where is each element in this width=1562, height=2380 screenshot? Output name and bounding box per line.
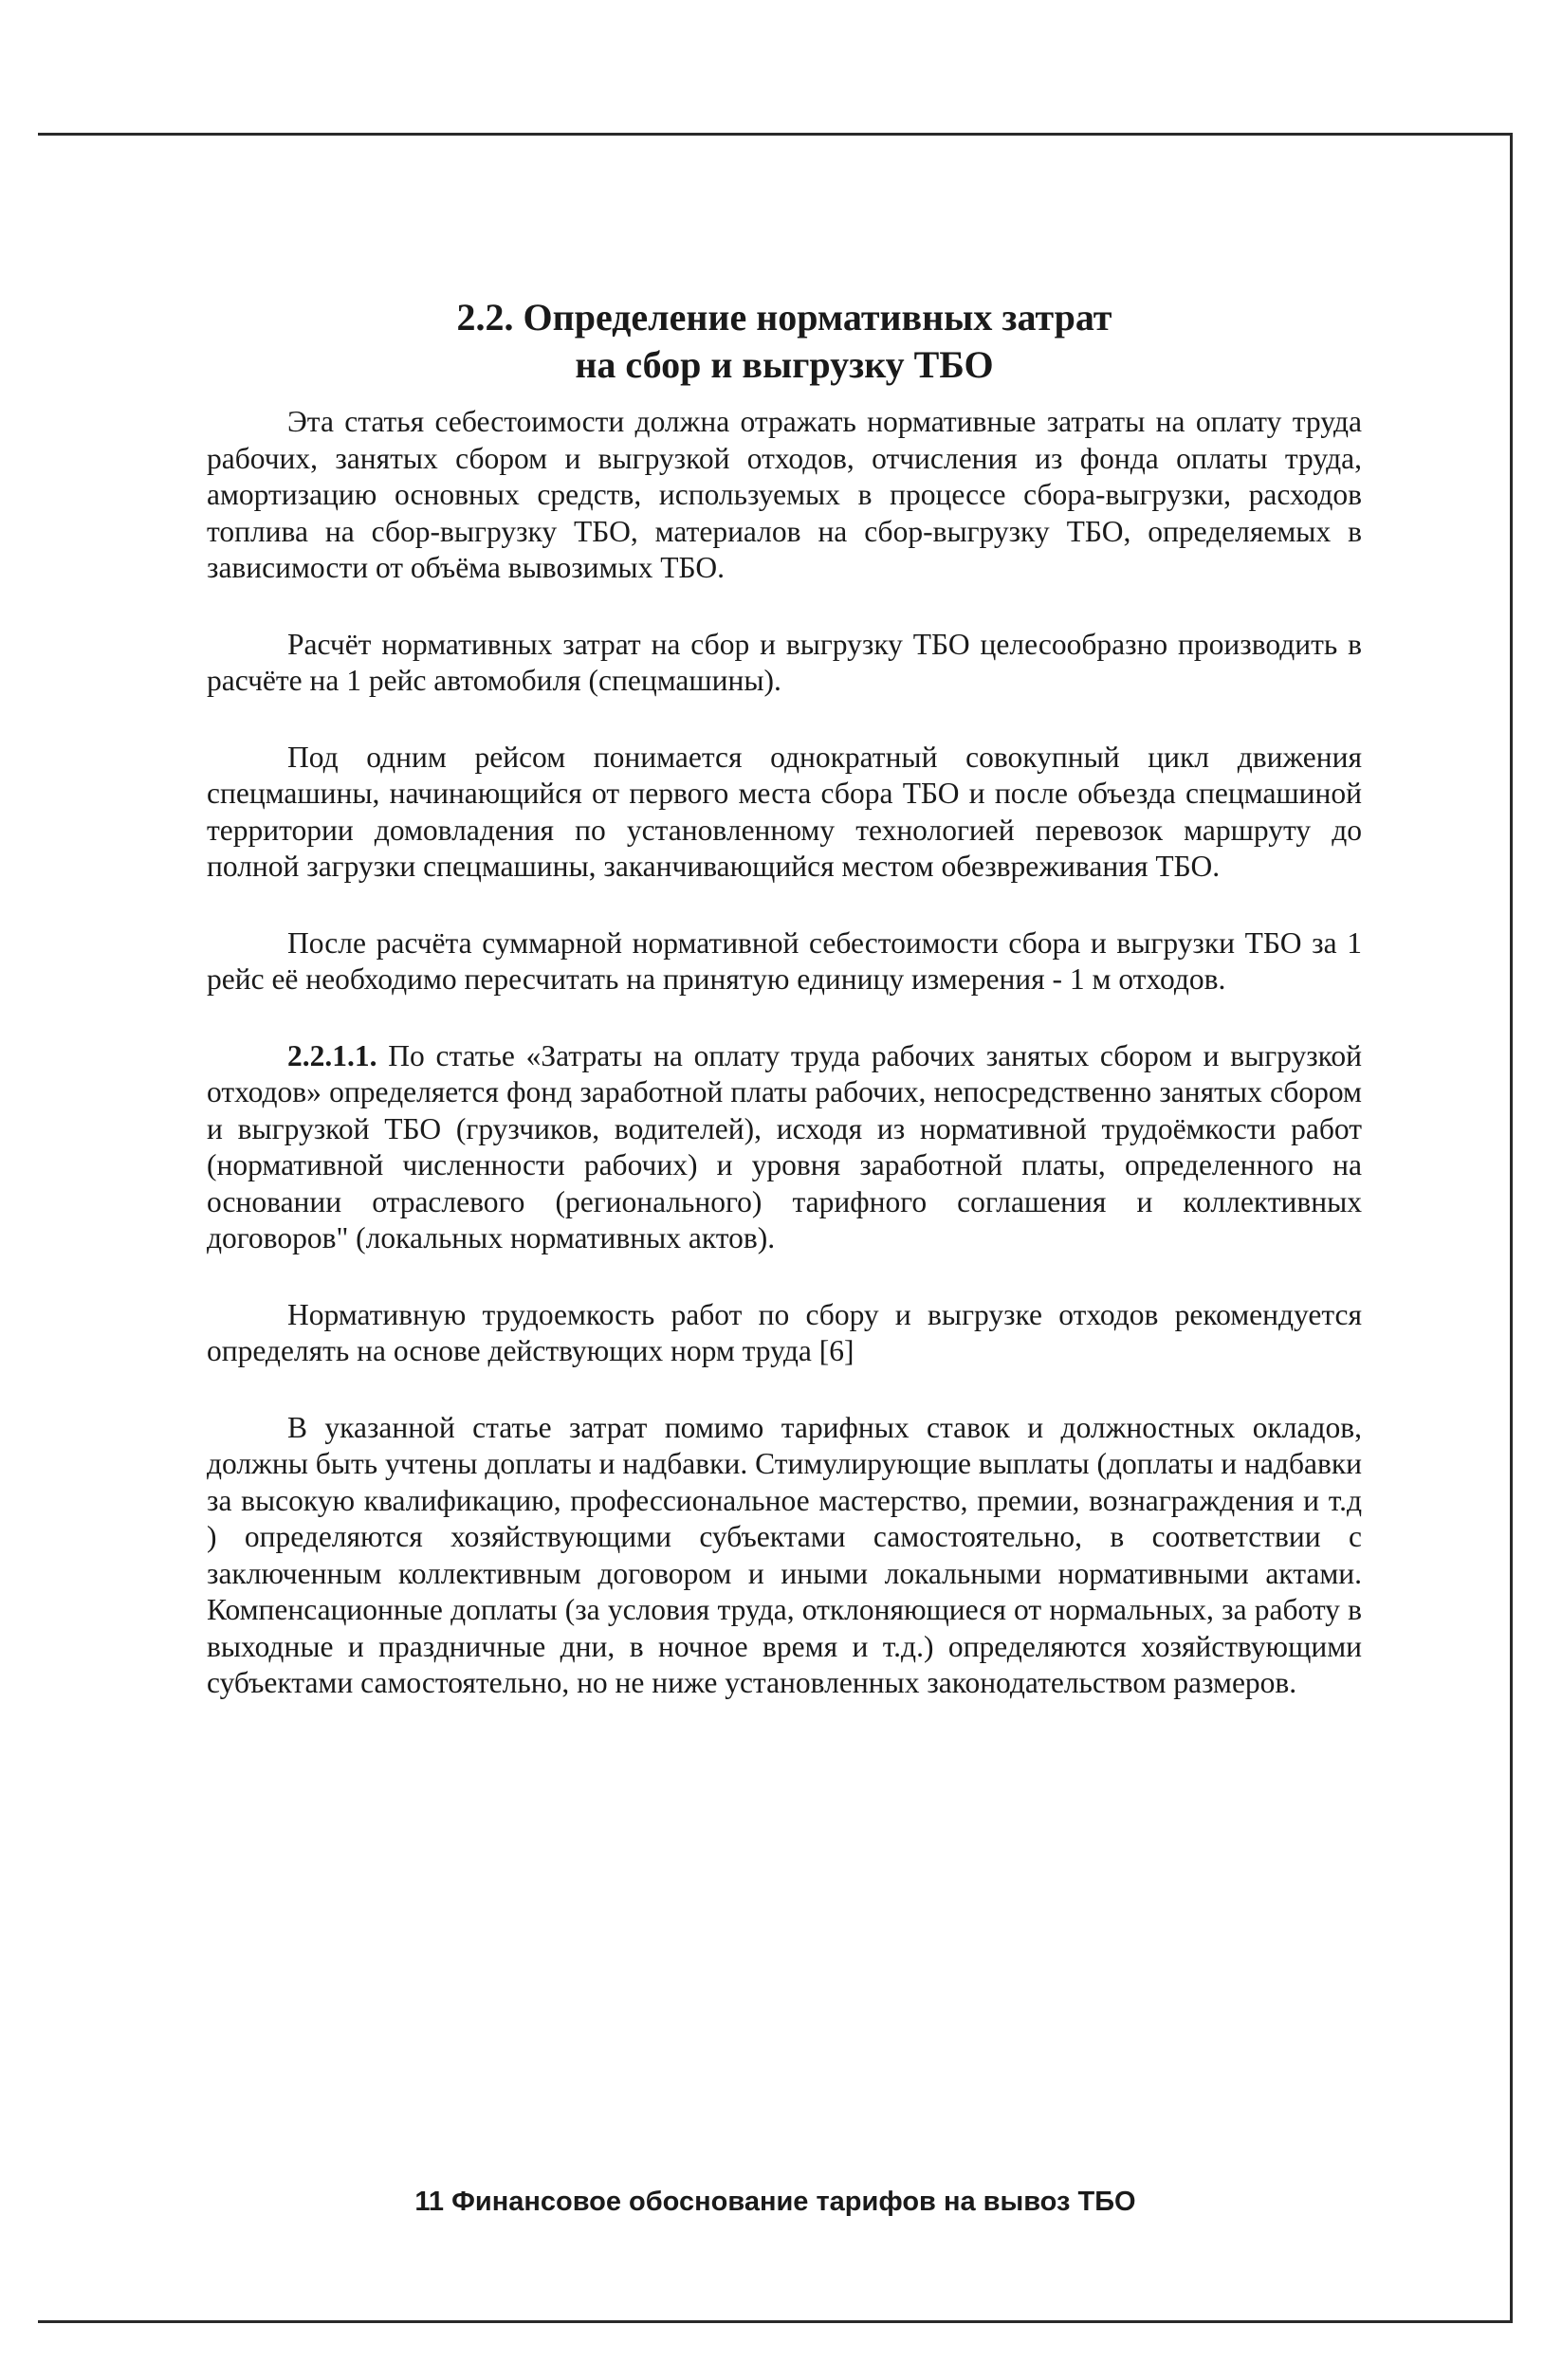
paragraph-2: Расчёт нормативных затрат на сбор и выгрузку ТБО целесообразно производить в расчёте на 1 рейс автомобиля (спецмашины).: [207, 627, 1362, 697]
paragraph-6: Нормативную трудоемкость работ по сбору и выгрузке отходов рекомендуется определять на основе действующих норм труда [6]: [207, 1297, 1362, 1367]
paragraph-1: Эта статья себестоимости должна отражать нормативные затраты на оплату труда рабочих, занятых сбором и выгрузкой отходов, отчисления из фонда оплаты труда, амортизацию основных средств, используемых в процессе сбора-выгрузки, расходов топлива на сбор-выгрузку ТБО, материалов на сбор-выгрузку ТБО, определяемых в зависимости от объёма вывозимых ТБО.: [207, 405, 1362, 584]
page-footer: [38, 2187, 1513, 2218]
paragraph-5: [207, 1038, 1362, 1257]
paragraph-7: В указанной статье затрат помимо тарифных ставок и должностных окладов, должны быть учтены доплаты и надбавки. Стимулирующие выплаты (доплаты и надбавки за высокую квалификацию, профессиональное мастерство, премии, вознаграждения и т.д ) определяются хозяйствующими субъектами самостоятельно, в соответствии с заключенным коллективным договором и иными локальными нормативными актами. Компенсационные доплаты (за условия труда, отклоняющиеся от нормальных, за работу в выходные и праздничные дни, в ночное время и т.д.) определяются хозяйствующими субъектами самостоятельно, но не ниже установленных законодательством размеров.: [207, 1410, 1362, 1699]
paragraph-5-text: По статье «Затраты на оплату труда рабочих занятых сбором и выгрузкой отходов» определяется фонд заработной платы рабочих, непосредственно занятых сбором и выгрузкой ТБО (грузчиков, водителей), исходя из нормативной трудоёмкости работ (нормативной численности рабочих) и уровня заработной платы, определенного на основании отраслевого (регионального) тарифного соглашения и коллективных договоров" (локальных нормативных актов).: [207, 1038, 1362, 1254]
running-title: Финансовое обоснование тарифов на вывоз ТБО: [451, 2187, 1136, 2217]
subsection-number: 2.2.1.1.: [287, 1038, 377, 1072]
section-heading: [207, 294, 1362, 389]
section-title-line-2: на сбор и выгрузку ТБО: [575, 343, 994, 386]
paragraph-4: После расчёта суммарной нормативной себестоимости сбора и выгрузки ТБО за 1 рейс её необходимо пересчитать на принятую единицу измерения - 1 м отходов.: [207, 925, 1362, 996]
page-content: [207, 294, 1362, 1742]
section-title-line-1: 2.2. Определение нормативных затрат: [456, 296, 1112, 339]
paragraph-3: Под одним рейсом понимается однократный совокупный цикл движения спецмашины, начинающийся от первого места сбора ТБО и после объезда спецмашиной территории домовладения по установленному технологией перевозок маршруту до полной загрузки спецмашины, заканчивающийся местом обезвреживания ТБО.: [207, 740, 1362, 883]
page-number: 11: [414, 2187, 445, 2217]
